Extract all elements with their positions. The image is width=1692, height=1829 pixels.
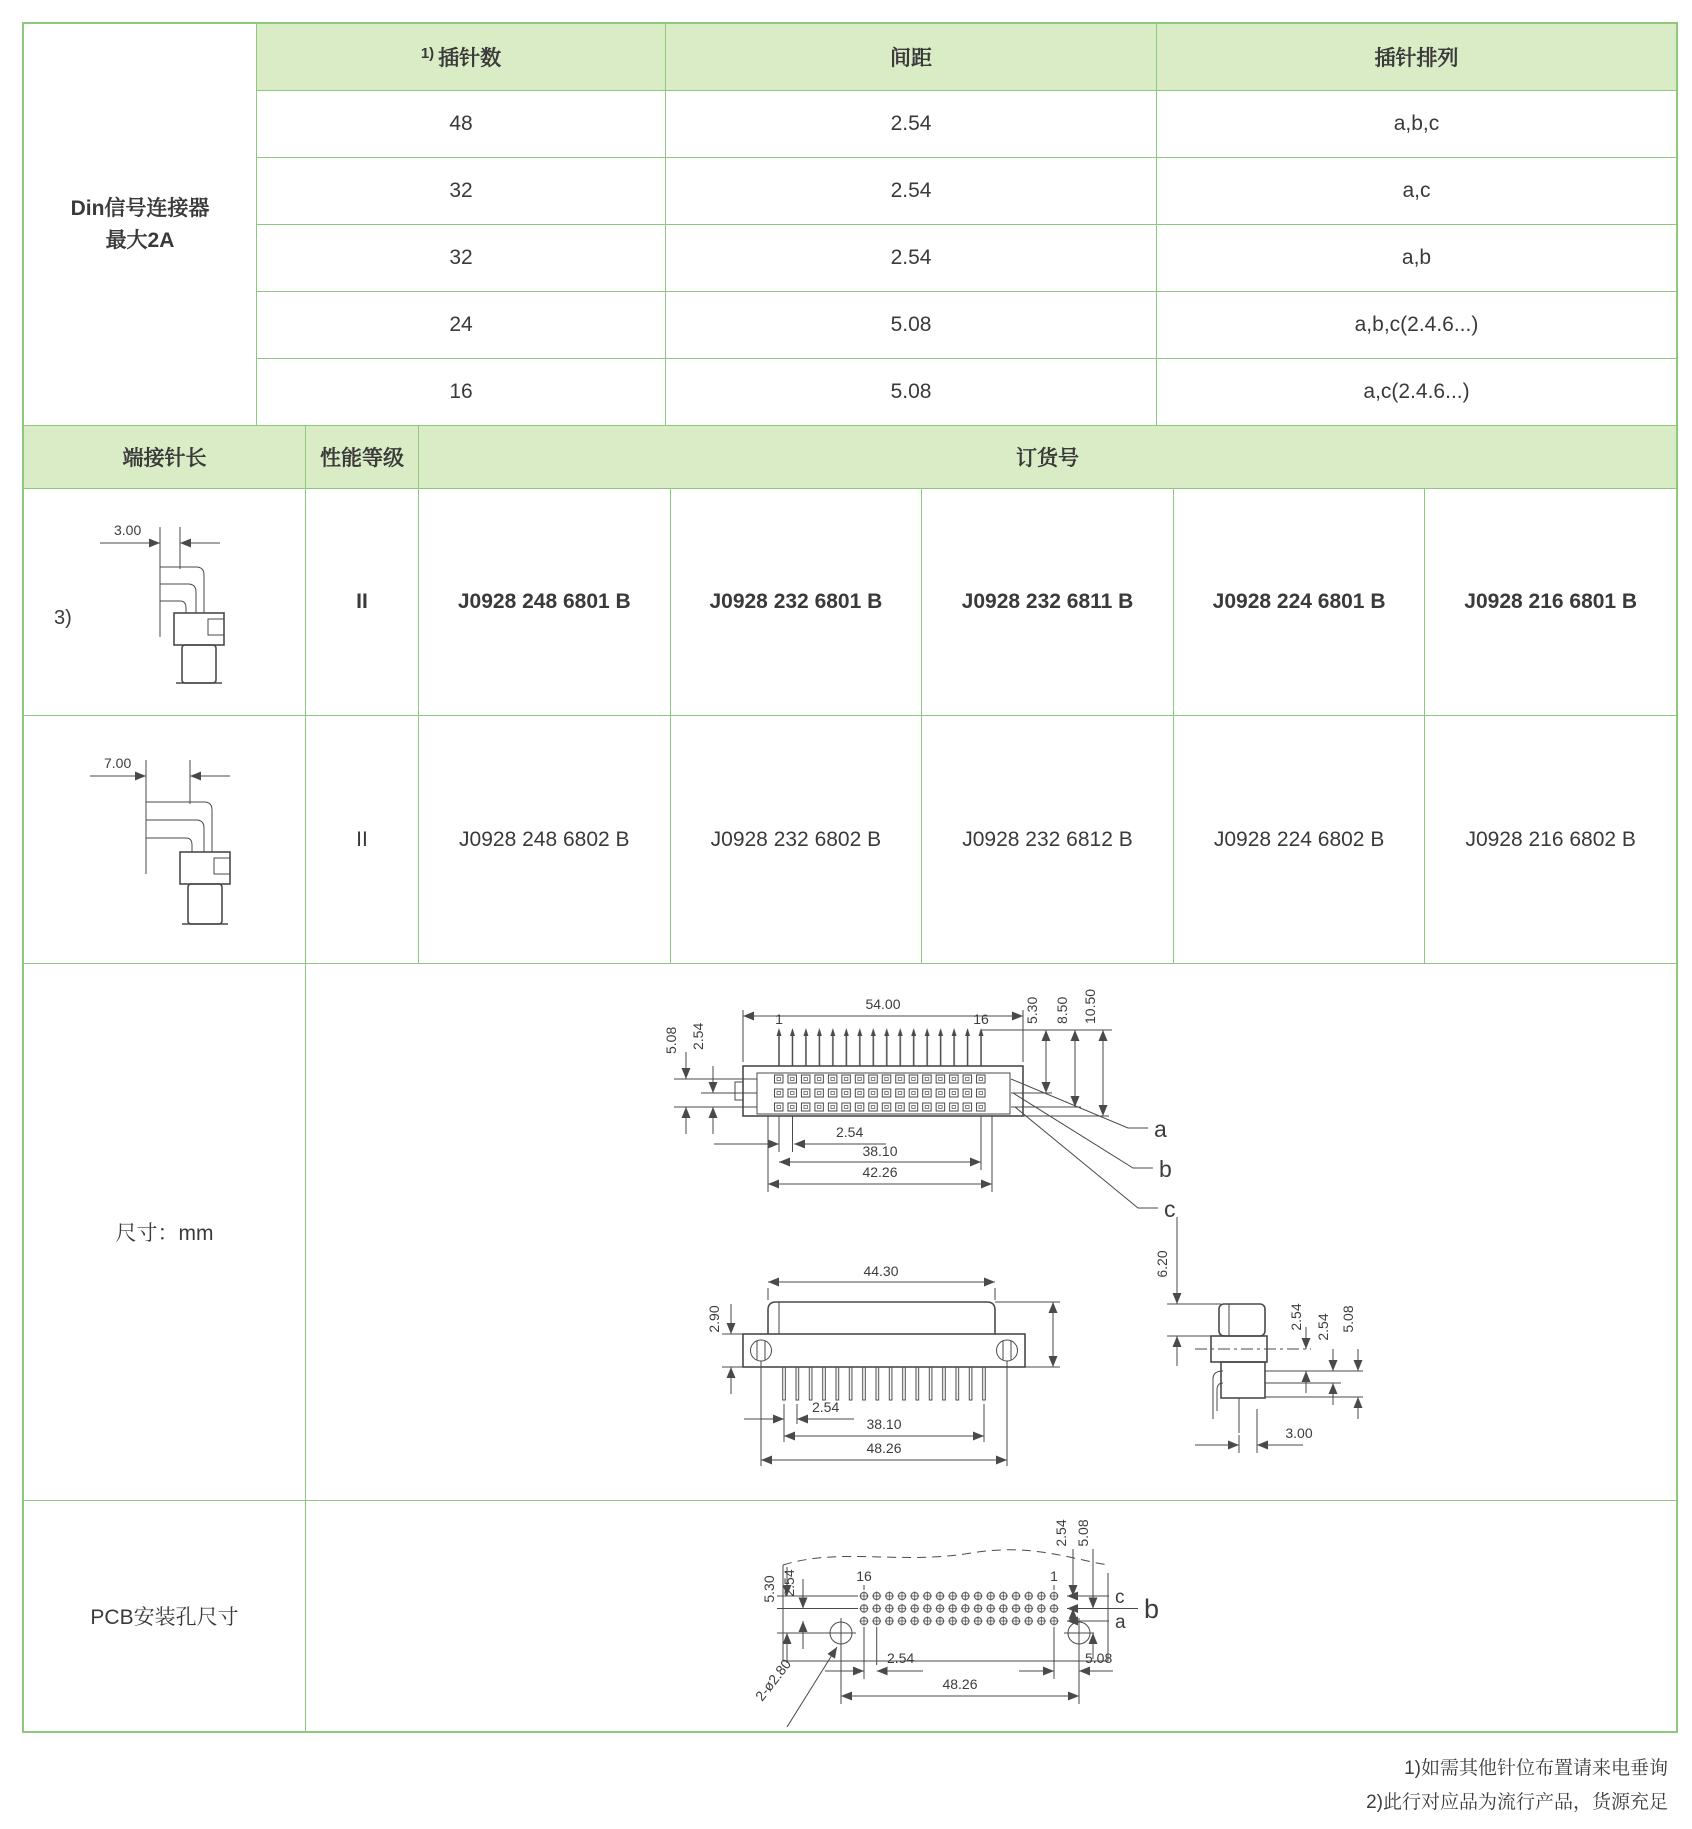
header-pin-count: [257, 24, 665, 90]
header-order-no: 订货号: [419, 426, 1676, 488]
order-number-cell: J0928 248 6801 B: [419, 489, 670, 715]
footnotes: [1366, 1752, 1668, 1820]
dimensions-label: 尺寸：mm: [24, 964, 305, 1500]
footnote-2: 2)此行对应品为流行产品，货源充足: [1366, 1792, 1668, 1814]
bottom-dim2: 38.10: [866, 1416, 902, 1432]
header-grade: 性能等级: [306, 426, 418, 488]
front-width-dim: 54.00: [865, 996, 901, 1012]
pcb-hole-drawing: [641, 1501, 1361, 1731]
product-line1: Din信号连接器: [70, 197, 210, 220]
header-pin-length: 端接针长: [24, 426, 305, 488]
pcb-drawing-cell: [306, 1501, 1676, 1731]
spec-row-pitch: 2.54: [666, 158, 1156, 224]
spec-row-pins: 24: [257, 292, 665, 358]
order-number-cell: J0928 224 6801 B: [1174, 489, 1425, 715]
pcb-pin1-label: 1: [1050, 1568, 1058, 1584]
order-number-cell: J0928 216 6802 B: [1425, 716, 1676, 963]
front-row-a-label: a: [1154, 1116, 1167, 1142]
bottom-view-drawing: [598, 1264, 1108, 1479]
side-view-drawing: [1151, 1059, 1471, 1479]
pcb-row-b-label: b: [1144, 1594, 1160, 1624]
pin-length-drawing-7mm: [88, 744, 258, 944]
header-arrangement: 插针排列: [1157, 24, 1676, 90]
pcb-top-dim2: 5.08: [1075, 1519, 1091, 1547]
spec-row-pins: 16: [257, 359, 665, 425]
spec-row-arrangement: a,c: [1157, 158, 1676, 224]
pin-length-cell-7mm: [24, 716, 305, 963]
spec-row-pitch: 2.54: [666, 91, 1156, 157]
order-table: [24, 489, 1676, 963]
spec-row-pins: 48: [257, 91, 665, 157]
pin-count-label: 插针数: [438, 47, 502, 70]
order-number-cell: J0928 232 6802 B: [671, 716, 922, 963]
bottom-dim1: 2.54: [812, 1399, 840, 1415]
spec-table: [24, 24, 1676, 425]
dim-7mm-label: 7.00: [104, 755, 132, 771]
front-pin1-label: 1: [775, 1011, 783, 1027]
order-number-cell: J0928 232 6812 B: [922, 716, 1173, 963]
product-name-cell: [24, 24, 256, 425]
pcb-left-dim2: 2.54: [781, 1569, 797, 1597]
order-number-cell: J0928 216 6801 B: [1425, 489, 1676, 715]
pcb-section: [24, 1501, 1676, 1731]
bottom-width-dim: 44.30: [863, 1264, 899, 1279]
spec-row-pitch: 5.08: [666, 359, 1156, 425]
pcb-bottom-dim1: 2.54: [887, 1650, 915, 1666]
pcb-pin16-label: 16: [856, 1568, 872, 1584]
order-number-cell: J0928 248 6802 B: [419, 716, 670, 963]
side-dim1: 2.54: [1288, 1303, 1304, 1331]
pin-length-drawing-3mm: [96, 511, 266, 696]
header-pitch: 间距: [666, 24, 1156, 90]
spec-row-pins: 32: [257, 225, 665, 291]
dim-3mm-label: 3.00: [114, 522, 142, 538]
side-bottom-dim: 3.00: [1285, 1425, 1313, 1441]
pcb-bottom-dim3: 5.08: [1085, 1650, 1113, 1666]
front-row-c-label: c: [1164, 1196, 1176, 1222]
front-row-b-label: b: [1159, 1156, 1172, 1182]
pcb-label: PCB安装孔尺寸: [24, 1501, 305, 1731]
grade-cell: II: [306, 716, 418, 963]
order-number-cell: J0928 232 6811 B: [922, 489, 1173, 715]
footnote-1: 1)如需其他针位布置请来电垂询: [1404, 1758, 1668, 1779]
order-number-cell: J0928 224 6802 B: [1174, 716, 1425, 963]
front-pin16-label: 16: [973, 1011, 989, 1027]
pin-length-cell-3mm: [24, 489, 305, 715]
bottom-dim3: 48.26: [866, 1440, 902, 1456]
side-dim2: 2.54: [1315, 1313, 1331, 1341]
order-number-cell: J0928 232 6801 B: [671, 489, 922, 715]
front-bottom-dim2: 38.10: [862, 1143, 898, 1159]
bottom-left-dim: 2.90: [706, 1305, 722, 1333]
grade-cell: II: [306, 489, 418, 715]
pcb-top-dim1: 2.54: [1053, 1519, 1069, 1547]
pin-count-note-marker: 1): [420, 44, 435, 62]
footnote-3-marker: 3): [54, 607, 72, 629]
front-left-dim2: 2.54: [690, 1022, 706, 1050]
front-right-dim3: 10.50: [1082, 988, 1098, 1024]
spec-row-arrangement: a,b,c: [1157, 91, 1676, 157]
front-bottom-dim1: 2.54: [836, 1124, 864, 1140]
side-dim3: 5.08: [1340, 1305, 1356, 1333]
spec-row-pitch: 2.54: [666, 225, 1156, 291]
dimensions-section: [24, 964, 1676, 1500]
front-right-dim1: 5.30: [1024, 996, 1040, 1024]
spec-row-arrangement: a,b,c(2.4.6...): [1157, 292, 1676, 358]
pcb-row-a-label: a: [1115, 1612, 1126, 1633]
pcb-hole-callout: 2-ø2.80: [751, 1655, 795, 1704]
side-top-dim: 6.20: [1154, 1250, 1170, 1278]
spec-row-arrangement: a,b: [1157, 225, 1676, 291]
spec-row-pins: 32: [257, 158, 665, 224]
front-left-dim1: 5.08: [663, 1026, 679, 1054]
datasheet-table: [22, 22, 1678, 1733]
pcb-row-c-label: c: [1115, 1587, 1125, 1608]
pcb-bottom-dim2: 48.26: [942, 1676, 978, 1692]
pcb-left-dim1: 5.30: [761, 1575, 777, 1603]
spec-row-pitch: 5.08: [666, 292, 1156, 358]
product-line2: 最大2A: [105, 228, 175, 252]
dimensions-drawings-cell: [306, 964, 1676, 1500]
front-right-dim2: 8.50: [1054, 996, 1070, 1024]
order-header-row: [24, 426, 1676, 488]
spec-row-arrangement: a,c(2.4.6...): [1157, 359, 1676, 425]
front-bottom-dim3: 42.26: [862, 1164, 898, 1180]
